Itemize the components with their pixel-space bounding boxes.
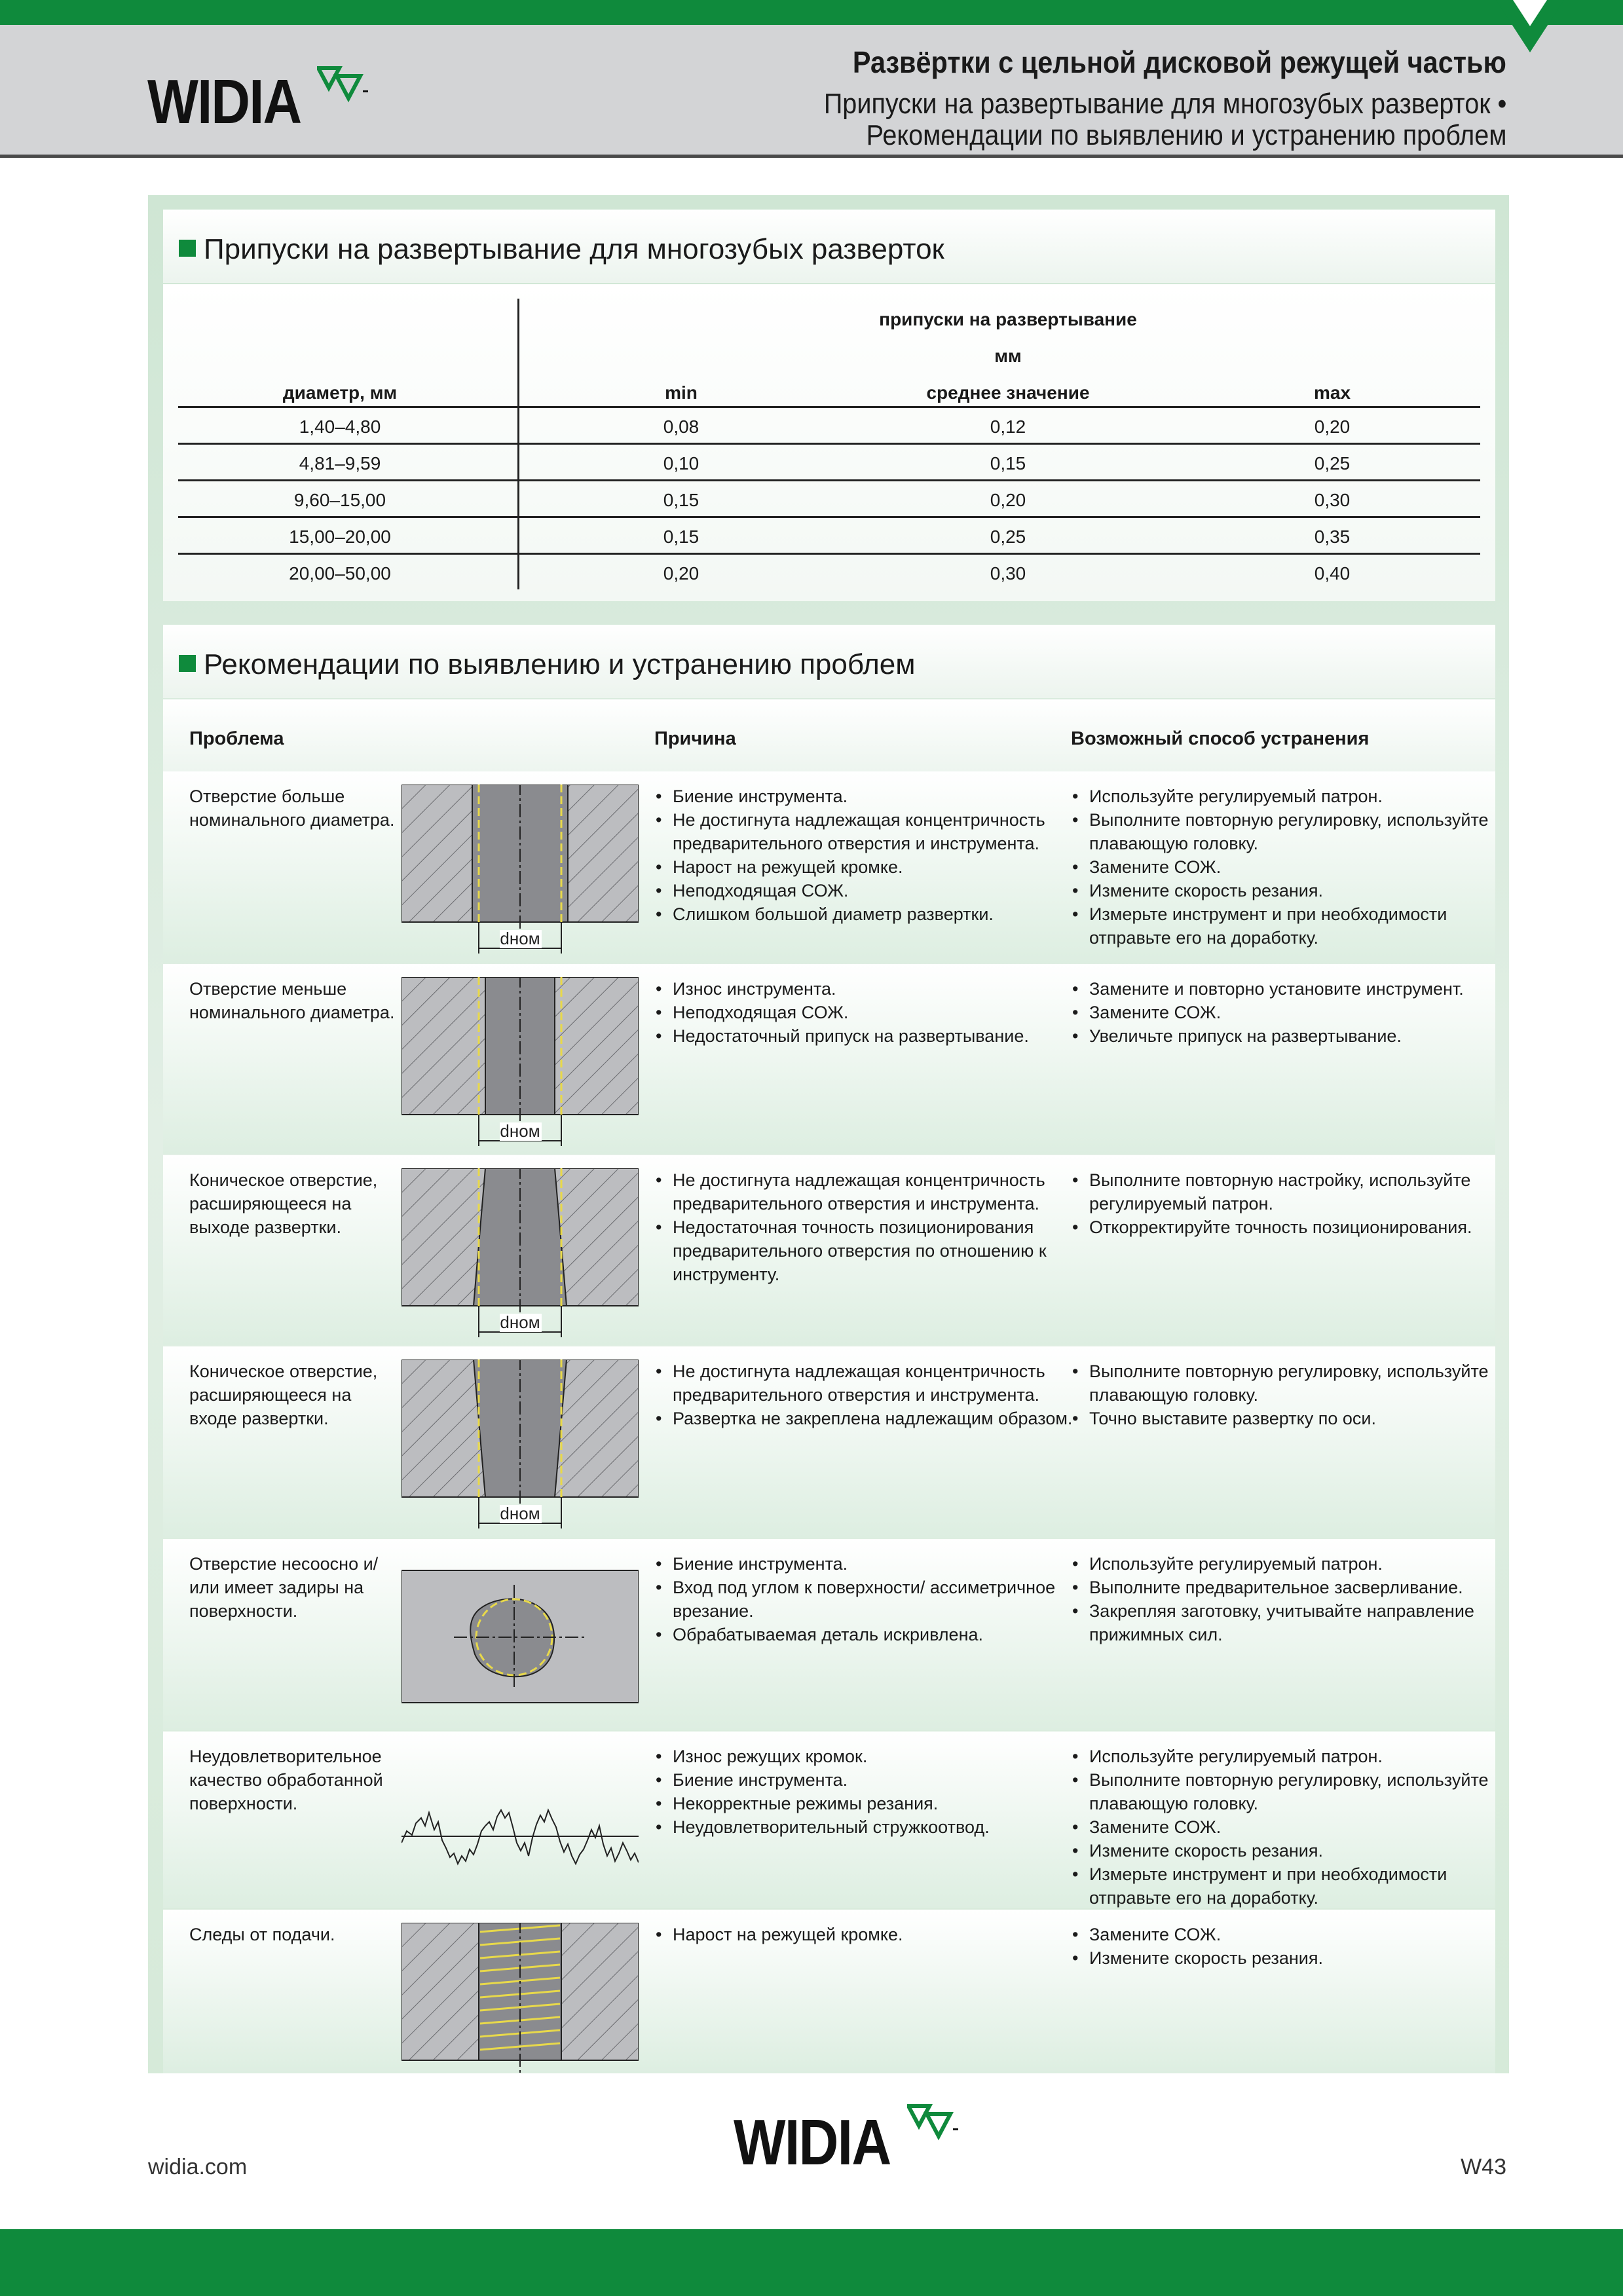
widia-triangles-icon xyxy=(317,65,369,106)
surface-roughness-diagram xyxy=(401,1745,639,1915)
problem-text: Коническое отверстие, расширяющееся на выходе развертки. xyxy=(189,1170,378,1237)
list-item: • Выполните повторную настройку, используйте регулируемый патрон. xyxy=(1071,1168,1490,1215)
table-rule xyxy=(178,406,1480,408)
table-rule xyxy=(178,516,1480,518)
allowances-table xyxy=(163,284,1495,601)
list-item: • Обрабатываемая деталь искривлена. xyxy=(654,1623,1073,1646)
list-item: • Неподходящая СОЖ. xyxy=(654,1001,1073,1024)
widia-triangles-icon xyxy=(907,2103,960,2144)
list-item: • Некорректные режимы резания. xyxy=(654,1792,1073,1815)
list-item: • Выполните повторную регулировку, используйте плавающую головку. xyxy=(1071,808,1490,855)
cause-list xyxy=(654,1745,1073,1839)
cell-diameter: 1,40–4,80 xyxy=(299,417,381,437)
cell-diameter: 9,60–15,00 xyxy=(293,490,386,510)
col-header-max: max xyxy=(1313,382,1351,403)
problem-text: Коническое отверстие, расширяющееся на входе развертки. xyxy=(189,1361,378,1428)
cell-diameter: 4,81–9,59 xyxy=(299,453,381,473)
fix-list xyxy=(1071,1360,1490,1430)
fix-list xyxy=(1071,1923,1490,1970)
logo-text: WIDIA xyxy=(734,2106,891,2178)
list-item: • Неудовлетворительный стружкоотвод. xyxy=(654,1815,1073,1839)
page-title: Развёртки с цельной дисковой режущей частью xyxy=(853,45,1506,79)
table-rule xyxy=(178,553,1480,555)
cell-min: 0,08 xyxy=(663,417,700,437)
problem-row xyxy=(163,1910,1495,2073)
problem-row xyxy=(163,1731,1495,1908)
list-item: • Не достигнута надлежащая концентричность предварительного отверстия и инструмента. xyxy=(654,1168,1073,1215)
fix-list xyxy=(1071,1745,1490,1910)
list-item: • Не достигнута надлежащая концентричность предварительного отверстия и инструмента. xyxy=(654,808,1073,855)
cell-mean: 0,25 xyxy=(990,527,1026,547)
green-square-icon xyxy=(179,240,196,257)
content-panel xyxy=(148,195,1509,2073)
col-header-fix: Возможный способ устранения xyxy=(1071,728,1370,749)
misaligned-hole-diagram xyxy=(401,1552,639,1722)
problem-row xyxy=(163,771,1495,963)
problem-row xyxy=(163,1539,1495,1730)
fix-list xyxy=(1071,785,1490,950)
table-rule xyxy=(178,443,1480,445)
fix-list xyxy=(1071,1168,1490,1239)
undersize-hole-diagram xyxy=(401,977,639,1147)
list-item: • Измерьте инструмент и при необходимости отправьте его на доработку. xyxy=(1071,902,1490,950)
dim-label: dном xyxy=(500,1504,540,1523)
list-item: • Биение инструмента. xyxy=(654,1768,1073,1792)
list-item: • Замените СОЖ. xyxy=(1071,1001,1490,1024)
list-item: • Недостаточная точность позиционирования предварительного отверстия по отношению к инструменту. xyxy=(654,1215,1073,1286)
cause-list xyxy=(654,1552,1073,1646)
cell-min: 0,20 xyxy=(663,563,700,583)
problem-row xyxy=(163,1346,1495,1538)
fix-list xyxy=(1071,1552,1490,1646)
problem-text: Отверстие меньше номинального диаметра. xyxy=(189,979,395,1022)
list-item: • Используйте регулируемый патрон. xyxy=(1071,785,1490,808)
list-item: • Износ режущих кромок. xyxy=(654,1745,1073,1768)
list-item: • Выполните повторную регулировку, используйте плавающую головку. xyxy=(1071,1768,1490,1815)
list-item: • Неподходящая СОЖ. xyxy=(654,879,1073,902)
cell-mean: 0,30 xyxy=(990,563,1026,583)
problem-text: Отверстие больше номинального диаметра. xyxy=(189,787,395,830)
list-item: • Недостаточный припуск на развертывание. xyxy=(654,1024,1073,1048)
cell-mean: 0,20 xyxy=(990,490,1026,510)
conical-exit-diagram xyxy=(401,1168,639,1339)
cell-min: 0,10 xyxy=(663,453,700,473)
list-item: • Измените скорость резания. xyxy=(1071,1946,1490,1970)
dim-label: dном xyxy=(500,1121,540,1141)
feed-marks-diagram xyxy=(401,1923,639,2093)
green-square-icon xyxy=(179,655,196,672)
cause-list xyxy=(654,1923,1073,1946)
col-header-min: min xyxy=(665,382,698,403)
problem-row xyxy=(163,1155,1495,1345)
cell-mean: 0,15 xyxy=(990,453,1026,473)
troubleshooting-heading xyxy=(163,625,1495,698)
top-green-stripe xyxy=(0,0,1623,25)
bottom-green-stripe xyxy=(0,2229,1623,2296)
cell-max: 0,30 xyxy=(1314,490,1351,510)
dim-label: dном xyxy=(500,1312,540,1332)
col-header-mean: среднее значение xyxy=(926,382,1090,403)
list-item: • Измените скорость резания. xyxy=(1071,879,1490,902)
problem-text: Отверстие несоосно и/или имеет задиры на поверхности. xyxy=(189,1554,379,1621)
list-item: • Измените скорость резания. xyxy=(1071,1839,1490,1862)
header-rule xyxy=(0,155,1623,158)
cause-list xyxy=(654,785,1073,926)
troubleshooting-heading-text: Рекомендации по выявлению и устранению проблем xyxy=(204,648,916,680)
allowances-heading xyxy=(163,210,1495,283)
list-item: • Измерьте инструмент и при необходимости отправьте его на доработку. xyxy=(1071,1862,1490,1910)
list-item: • Биение инструмента. xyxy=(654,1552,1073,1576)
troubleshooting-column-headers xyxy=(163,699,1495,771)
list-item: • Замените СОЖ. xyxy=(1071,1815,1490,1839)
list-item: • Вход под углом к поверхности/ ассиметричное врезание. xyxy=(654,1576,1073,1623)
cell-diameter: 15,00–20,00 xyxy=(289,527,391,547)
list-item: • Нарост на режущей кромке. xyxy=(654,855,1073,879)
list-item: • Износ инструмента. xyxy=(654,977,1073,1001)
list-item: • Закрепляя заготовку, учитывайте направление прижимных сил. xyxy=(1071,1599,1490,1646)
page-subtitle-2: Рекомендации по выявлению и устранению проблем xyxy=(866,119,1506,151)
corner-mark-inner xyxy=(1513,0,1547,26)
allowances-heading-text: Припуски на развертывание для многозубых разверток xyxy=(204,233,944,265)
cause-list xyxy=(654,977,1073,1048)
logo-text: WIDIA xyxy=(147,67,301,137)
list-item: • Замените СОЖ. xyxy=(1071,1923,1490,1946)
problem-text: Следы от подачи. xyxy=(189,1925,335,1944)
list-item: • Замените СОЖ. xyxy=(1071,855,1490,879)
list-item: • Используйте регулируемый патрон. xyxy=(1071,1745,1490,1768)
page-subtitle-1: Припуски на развертывание для многозубых разверток • xyxy=(823,88,1506,120)
widia-footer-logo xyxy=(734,2106,960,2178)
list-item: • Откорректируйте точность позиционирования. xyxy=(1071,1215,1490,1239)
cell-max: 0,20 xyxy=(1314,417,1351,437)
dim-label: dном xyxy=(500,929,540,948)
table-rule xyxy=(178,479,1480,481)
unit-header: мм xyxy=(994,346,1022,366)
footer-site-link[interactable]: widia.com xyxy=(148,2155,248,2179)
oversize-hole-diagram xyxy=(401,785,639,955)
cell-max: 0,35 xyxy=(1314,527,1351,547)
list-item: • Замените и повторно установите инструмент. xyxy=(1071,977,1490,1001)
cause-list xyxy=(654,1360,1073,1430)
list-item: • Нарост на режущей кромке. xyxy=(654,1923,1073,1946)
list-item: • Точно выставите развертку по оси. xyxy=(1071,1407,1490,1430)
list-item: • Выполните предварительное засверливание. xyxy=(1071,1576,1490,1599)
list-item: • Не достигнута надлежащая концентричность предварительного отверстия и инструмента. xyxy=(654,1360,1073,1407)
list-item: • Увеличьте припуск на развертывание. xyxy=(1071,1024,1490,1048)
fix-list xyxy=(1071,977,1490,1048)
problem-text: Неудовлетворительное качество обработанной поверхности. xyxy=(189,1747,383,1813)
cell-min: 0,15 xyxy=(663,527,700,547)
col-header-cause: Причина xyxy=(654,728,736,749)
cell-max: 0,25 xyxy=(1314,453,1351,473)
cell-mean: 0,12 xyxy=(990,417,1026,437)
list-item: • Биение инструмента. xyxy=(654,785,1073,808)
cell-min: 0,15 xyxy=(663,490,700,510)
group-header: припуски на развертывание xyxy=(879,309,1137,329)
page-number: W43 xyxy=(1461,2155,1506,2179)
list-item: • Используйте регулируемый патрон. xyxy=(1071,1552,1490,1576)
cell-diameter: 20,00–50,00 xyxy=(289,563,391,583)
list-item: • Выполните повторную регулировку, используйте плавающую головку. xyxy=(1071,1360,1490,1407)
conical-entry-diagram xyxy=(401,1360,639,1530)
widia-logo xyxy=(147,67,369,137)
list-item: • Слишком большой диаметр развертки. xyxy=(654,902,1073,926)
col-header-problem: Проблема xyxy=(189,728,284,749)
cell-max: 0,40 xyxy=(1314,563,1351,583)
problem-row xyxy=(163,964,1495,1154)
col-header-diameter: диаметр, мм xyxy=(282,382,398,403)
list-item: • Развертка не закреплена надлежащим образом. xyxy=(654,1407,1073,1430)
cause-list xyxy=(654,1168,1073,1286)
